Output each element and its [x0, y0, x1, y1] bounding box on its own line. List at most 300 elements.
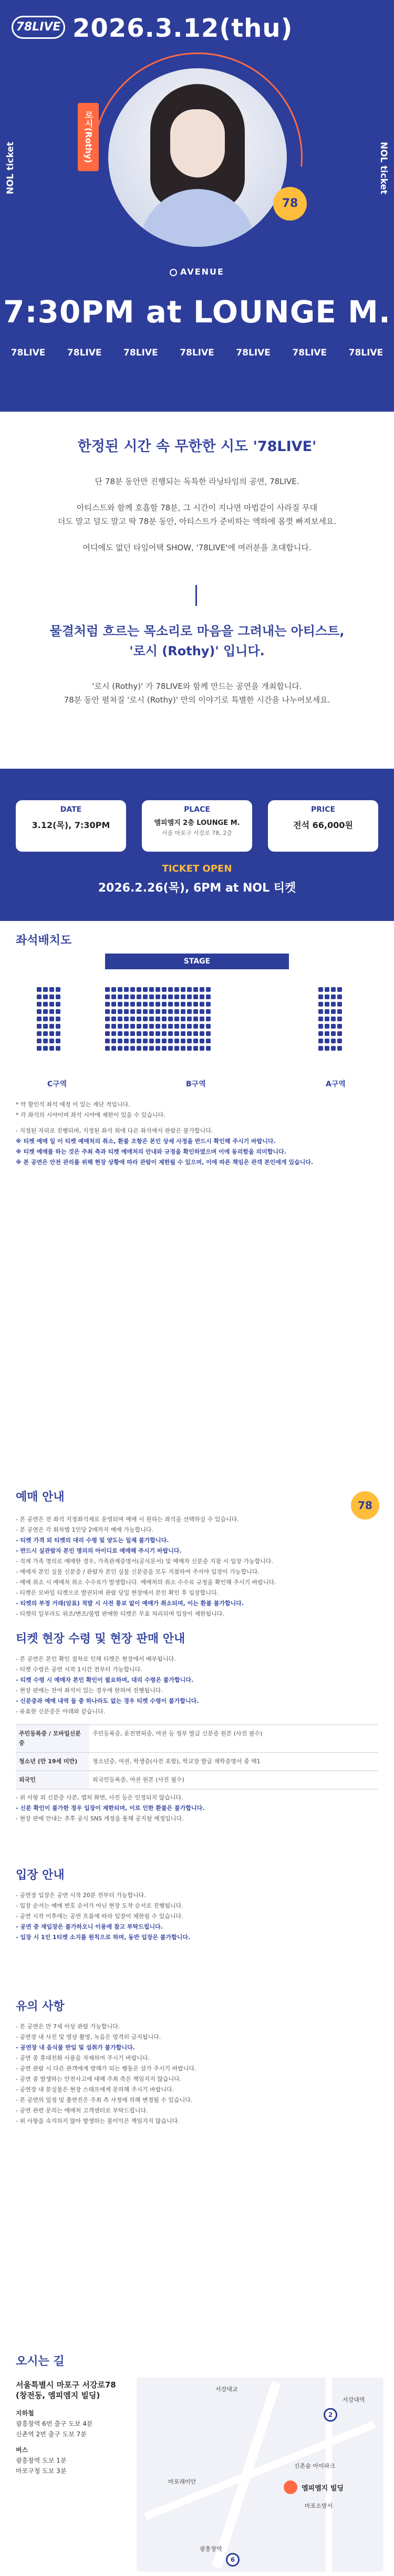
seat: [111, 1046, 116, 1051]
seat: [181, 1017, 185, 1021]
seat: [155, 1046, 160, 1051]
seat: [37, 1024, 42, 1029]
list-item: - 공연 중 휴대전화 사용을 자제하여 주시기 바랍니다.: [16, 2055, 150, 2061]
seat: [193, 1017, 198, 1021]
strip-item: 78LIVE: [348, 348, 383, 358]
list-item: - 공연 중 발생하는 안전사고에 대해 주최 측은 책임지지 않습니다.: [16, 2076, 182, 2082]
seat-map: [16, 977, 378, 1076]
seat: [118, 1046, 122, 1051]
id-type: 외국인: [16, 1771, 89, 1789]
date-box: [16, 800, 126, 852]
seat: [124, 987, 129, 992]
artist-headline: 물결처럼 흐르는 목소리로 마음을 그려내는 아티스트,: [49, 624, 345, 638]
list-item: - 현장 판매 안내는 추후 공식 SNS 계정을 통해 공지될 예정입니다.: [16, 1815, 184, 1822]
seat: [181, 1024, 185, 1029]
seat: [325, 1009, 329, 1014]
event-date: 2026.3.12(thu): [72, 14, 293, 43]
seat: [111, 1024, 116, 1029]
seat: [174, 1031, 179, 1036]
seat: [331, 1017, 336, 1021]
artist-headline: '로시 (Rothy)' 입니다.: [129, 644, 265, 658]
list-item: - 신분 확인이 불가한 경우 입장이 제한되며, 이로 인한 환불은 불가합니다.: [16, 1805, 205, 1811]
map-destination: 엠피엠지 빌딩: [302, 2485, 344, 2493]
seating-section: [0, 921, 394, 1467]
seat: [105, 1046, 110, 1051]
seat: [325, 1002, 329, 1007]
list-item: - 입장 시 1인 1티켓 소지를 원칙으로 하며, 동반 입장은 불가합니다.: [16, 1934, 191, 1941]
map[interactable]: [137, 2378, 383, 2572]
seat: [56, 1039, 60, 1043]
seat: [325, 1031, 329, 1036]
place-sub: 서울 마포구 서강로 78, 2층: [161, 830, 233, 836]
78-badge: 78: [273, 187, 307, 221]
stage-bar: STAGE: [105, 954, 289, 969]
road: [326, 2378, 332, 2572]
notice-title: 유의 사항: [16, 2000, 65, 2013]
list-item: - 공연 관련 문의는 예매처 고객센터로 부탁드립니다.: [16, 2107, 148, 2114]
seat: [43, 1017, 48, 1021]
seat: [181, 994, 185, 999]
subway-station-icon: 2: [324, 2408, 337, 2422]
seat: [111, 1002, 116, 1007]
hero-section: [0, 0, 394, 412]
intro-section: [0, 412, 394, 769]
seat: [187, 1031, 192, 1036]
seat: [325, 994, 329, 999]
intro-text: '로시 (Rothy)' 가 78LIVE와 함께 만드는 공연을 개최합니다.: [92, 682, 302, 691]
seat: [318, 1031, 323, 1036]
bus-head: 버스: [16, 2446, 28, 2454]
map-label: 서강대역: [343, 2396, 365, 2403]
side-label-left: NOL ticket: [5, 142, 16, 194]
seat: [37, 1002, 42, 1007]
subway-station-icon: 6: [226, 2553, 240, 2567]
seat: [337, 1039, 342, 1043]
seat: [137, 994, 141, 999]
78-badge: 78: [351, 1491, 379, 1520]
map-label: 광흥창역: [200, 2546, 222, 2552]
seat: [124, 1039, 129, 1043]
seat: [337, 987, 342, 992]
strip-item: 78LIVE: [236, 348, 271, 358]
map-label: 마포래미안: [168, 2478, 196, 2485]
seat: [206, 1024, 211, 1029]
seat: [174, 1024, 179, 1029]
seat: [325, 1024, 329, 1029]
intro-text: 아티스트와 함께 호흡할 78분, 그 시간이 지나면 마법같이 사라질 무대: [76, 503, 317, 512]
seat: [187, 1009, 192, 1014]
seat: [137, 1009, 141, 1014]
reserve-title: 예매 안내: [16, 1491, 65, 1504]
seat: [130, 1009, 135, 1014]
seat: [37, 994, 42, 999]
seat: [43, 1009, 48, 1014]
seat: [56, 987, 60, 992]
seat: [49, 1024, 54, 1029]
list-item: - 티켓 수령 시 예매자 본인 확인이 필요하며, 대리 수령은 불가합니다.: [16, 1677, 194, 1683]
intro-text: 78분 동안 펼쳐질 '로시 (Rothy)' 만의 이야기로 특별한 시간을 나누어보세요.: [64, 695, 330, 705]
seat: [325, 1039, 329, 1043]
seat: [43, 1024, 48, 1029]
seat: [318, 1009, 323, 1014]
list-item: - 본 공연은 각 회차별 1인당 2매까지 예매 가능합니다.: [16, 1526, 153, 1533]
seat: [118, 987, 122, 992]
seat: [331, 994, 336, 999]
artist-name-tag: 로시(Rothy): [78, 103, 99, 171]
list-item: - 공연 관람 시 다른 관객에게 방해가 되는 행동은 삼가 주시기 바랍니다.: [16, 2065, 196, 2072]
seat: [174, 1046, 179, 1051]
seat: [43, 1046, 48, 1051]
seat: [149, 987, 154, 992]
seat: [337, 1009, 342, 1014]
seat: [206, 1039, 211, 1043]
seat: [143, 987, 148, 992]
seat: [56, 994, 60, 999]
seat: [137, 1031, 141, 1036]
seat: [162, 1031, 167, 1036]
seat: [162, 1024, 167, 1029]
list-item: - 티켓 가격 외 티켓의 대리 수령 및 양도는 일체 불가합니다.: [16, 1537, 169, 1544]
brand-logo: [0, 267, 394, 277]
list-item: - 본 공연은 만 7세 이상 관람 가능합니다.: [16, 2023, 120, 2030]
list-item: - 티켓의 일부라도 위조/변조/불법 판매한 티켓은 무효 처리되며 입장이 제한됩니다.: [16, 1610, 225, 1617]
seat: [118, 1017, 122, 1021]
list-item: - 공연장 내 분실물은 현장 스태프에게 문의해 주시기 바랍니다.: [16, 2086, 174, 2093]
seat: [149, 1024, 154, 1029]
seat: [43, 994, 48, 999]
seat: [149, 994, 154, 999]
address-line: (창전동, 엠피엠지 빌딩): [16, 2391, 100, 2400]
seat: [318, 1024, 323, 1029]
seat: [162, 1046, 167, 1051]
seat: [174, 1002, 179, 1007]
place-value: 엠피엠지 2층 LOUNGE M.: [154, 819, 240, 827]
seat: [174, 1017, 179, 1021]
seat: [187, 994, 192, 999]
seat: [118, 1002, 122, 1007]
seat: [124, 1017, 129, 1021]
seat: [105, 1017, 110, 1021]
seat: [130, 1017, 135, 1021]
intro-text: 단 78분 동안만 진행되는 독특한 라닝타임의 공연, 78LIVE.: [95, 477, 299, 486]
seat: [149, 1009, 154, 1014]
intro-text: 어디에도 없던 타임어택 SHOW, '78LIVE'에 여러분을 초대합니다.: [82, 543, 312, 552]
bus-line: 광흥창역 도보 1분: [16, 2457, 67, 2464]
seat: [168, 1017, 173, 1021]
seat: [200, 1002, 204, 1007]
seat: [193, 1039, 198, 1043]
seat: [155, 1024, 160, 1029]
seat: [155, 1031, 160, 1036]
seat: [149, 1046, 154, 1051]
id-desc: 외국인등록증, 여권 원본 (사진 필수): [89, 1771, 378, 1789]
ticket-open-label: TICKET OPEN: [162, 863, 232, 874]
seat: [118, 994, 122, 999]
seat: [143, 1017, 148, 1021]
seat: [162, 1017, 167, 1021]
note: * 약 할인석 좌석 예정 이 있는 계단 적입니다.: [16, 1101, 130, 1108]
seat: [168, 1046, 173, 1051]
seat: [331, 987, 336, 992]
map-label: 마포소방서: [305, 2502, 333, 2509]
seat: [49, 987, 54, 992]
seat: [187, 1046, 192, 1051]
seat: [200, 1017, 204, 1021]
id-type: 청소년 (만 19세 미만): [16, 1753, 89, 1771]
pickup-title: 티켓 현장 수령 및 현장 판매 안내: [16, 1632, 185, 1646]
seat: [37, 1017, 42, 1021]
note: * 각 좌석의 시야이며 좌석 시야에 제한이 있을 수 있습니다.: [16, 1112, 165, 1118]
seat: [130, 994, 135, 999]
list-item: - 공연장 입장은 공연 시작 20분 전부터 가능합니다.: [16, 1892, 146, 1899]
seat: [193, 1009, 198, 1014]
seat: [325, 987, 329, 992]
seat: [143, 1002, 148, 1007]
seat: [143, 1046, 148, 1051]
seat: [331, 1039, 336, 1043]
list-item: - 직계 가족 명의로 예매한 경우, 가족관계증명서(공식문서) 및 예매자 신분증 지참 시 입장 가능합니다.: [16, 1558, 274, 1565]
seat: [162, 1039, 167, 1043]
seating-notes: [16, 1099, 378, 1168]
map-label: 서강대교: [215, 2386, 238, 2393]
seat: [49, 1039, 54, 1043]
seat: [318, 1039, 323, 1043]
seat: [168, 1039, 173, 1043]
seat: [181, 987, 185, 992]
seat: [193, 1002, 198, 1007]
strip-item: 78LIVE: [123, 348, 158, 358]
transit-head: 지하철: [16, 2410, 34, 2417]
seat: [162, 987, 167, 992]
seat: [124, 1002, 129, 1007]
list-item: - 본 공연의 일정 및 출연진은 주최 측 사정에 의해 변경될 수 있습니다.: [16, 2097, 193, 2103]
seat: [49, 1002, 54, 1007]
seat: [137, 1039, 141, 1043]
seat: [155, 1002, 160, 1007]
seat: [174, 1009, 179, 1014]
seat: [206, 1031, 211, 1036]
id-type: 주민등록증 / 모바일신분증: [16, 1725, 89, 1753]
seat: [187, 987, 192, 992]
list-item: - 공연장 내 음식물 반입 및 섭취가 불가합니다.: [16, 2044, 135, 2051]
seat: [168, 1002, 173, 1007]
seat: [124, 1024, 129, 1029]
seat: [111, 1039, 116, 1043]
seat: [193, 1046, 198, 1051]
price-label: PRICE: [310, 805, 336, 814]
seat: [181, 1039, 185, 1043]
seat: [130, 1031, 135, 1036]
list-item: - 유효한 신분증은 아래와 같습니다.: [16, 1708, 106, 1715]
table-row: [16, 1725, 378, 1753]
seat: [105, 987, 110, 992]
seat: [43, 1002, 48, 1007]
seat: [43, 987, 48, 992]
seat: [143, 1039, 148, 1043]
seat: [206, 1002, 211, 1007]
entry-list: [16, 1890, 378, 1943]
seat: [325, 1017, 329, 1021]
seat: [43, 1031, 48, 1036]
seat: [105, 1009, 110, 1014]
pickup-after-list: [16, 1793, 378, 1824]
location-pin-icon: [284, 2480, 297, 2494]
map-title: 오시는 길: [16, 2355, 65, 2368]
seat: [331, 1002, 336, 1007]
seat: [174, 987, 179, 992]
seat: [318, 1046, 323, 1051]
list-item: - 예매자 본인 실물 신분증 / 관람자 본인 실물 신분증을 모두 지참하여 주셔야 입장이 가능합니다.: [16, 1568, 260, 1575]
seat: [200, 1039, 204, 1043]
zone-c-label: C구역: [47, 1080, 67, 1088]
seat: [337, 1002, 342, 1007]
seat: [149, 1031, 154, 1036]
logo-strip: [0, 348, 394, 358]
side-label-right: NOL ticket: [378, 142, 389, 194]
ticket-info-band: [0, 769, 394, 921]
seat: [187, 1039, 192, 1043]
seat: [105, 994, 110, 999]
date-value: 3.12(목), 7:30PM: [32, 820, 110, 830]
seat: [49, 1046, 54, 1051]
transit-line: 신촌역 2번 출구 도보 7분: [16, 2431, 87, 2438]
place-box: [142, 800, 252, 852]
seat: [37, 1031, 42, 1036]
list-item: - 공연장 내 사진 및 영상 촬영, 녹음은 엄격히 금지됩니다.: [16, 2034, 161, 2040]
list-item: - 티켓은 모바일 티켓으로 발권되며 관람 당일 현장에서 본인 확인 후 입장합니다.: [16, 1589, 219, 1596]
list-item: - 티켓 수령은 공연 시작 1시간 전부터 가능합니다.: [16, 1666, 142, 1673]
strip-item: 78LIVE: [292, 348, 327, 358]
reserve-list: [16, 1514, 378, 1619]
seat: [56, 1024, 60, 1029]
seat: [118, 1039, 122, 1043]
list-item: - 위 사항을 숙지하지 않아 발생하는 불이익은 책임지지 않습니다.: [16, 2118, 180, 2124]
list-item: - 공연 중 재입장은 불가하오니 이용에 참고 부탁드립니다.: [16, 1923, 163, 1930]
intro-title: 한정된 시간 속 무한한 시도 '78LIVE': [77, 438, 317, 455]
seat: [325, 1046, 329, 1051]
seat: [56, 1017, 60, 1021]
address-line: 서울특별시 마포구 서강로78: [16, 2380, 116, 2390]
seat: [143, 994, 148, 999]
list-item: - 입장 순서는 예매 번호 순서가 아닌 현장 도착 순서로 진행됩니다.: [16, 1902, 183, 1909]
bus-line: 마포구청 도보 3분: [16, 2467, 67, 2475]
seat: [130, 1046, 135, 1051]
seat: [168, 1024, 173, 1029]
artist-photo: [108, 68, 287, 247]
seat: [56, 1009, 60, 1014]
78live-logo: 78LIVE: [12, 16, 65, 39]
seat: [149, 1017, 154, 1021]
seat: [206, 987, 211, 992]
seat: [37, 1039, 42, 1043]
list-item: - 티켓의 부정 거래(암표) 적발 시 사전 통보 없이 예매가 취소되며, 이는 환불 불가합니다.: [16, 1600, 244, 1607]
note: - 지정된 자리로 진행되며, 지정된 좌석 외에 다른 좌석에서 관람은 불가합니다.: [16, 1127, 213, 1134]
seat: [155, 1017, 160, 1021]
seat: [193, 987, 198, 992]
seat: [162, 1002, 167, 1007]
seat: [37, 987, 42, 992]
id-table: [16, 1724, 378, 1789]
brand-text: AVENUE: [180, 267, 224, 277]
notice-list: [16, 2022, 378, 2127]
seat: [130, 1024, 135, 1029]
seat: [200, 1046, 204, 1051]
seat: [118, 1031, 122, 1036]
seat: [174, 1039, 179, 1043]
seat: [124, 1009, 129, 1014]
seat: [111, 1017, 116, 1021]
seat: [49, 1031, 54, 1036]
list-item: - 위 사항 외 신분증 사본, 캡처 화면, 사진 등은 인정되지 않습니다.: [16, 1794, 183, 1801]
pickup-list: [16, 1654, 378, 1717]
ticket-open-date: 2026.2.26(목), 6PM at NOL 티켓: [98, 882, 296, 895]
seat: [49, 994, 54, 999]
seat: [155, 987, 160, 992]
entry-title: 입장 안내: [16, 1869, 65, 1882]
seat: [124, 1046, 129, 1051]
seat: [337, 1017, 342, 1021]
seat: [331, 1024, 336, 1029]
seat: [56, 1031, 60, 1036]
seat: [118, 1024, 122, 1029]
seat: [155, 1009, 160, 1014]
seat: [105, 1002, 110, 1007]
seat: [181, 1009, 185, 1014]
divider: [195, 585, 197, 606]
intro-text: 더도 말고 덜도 말고 딱 78분 동안, 아티스트가 준비하는 액하에 몸껏 빠져보세요.: [57, 517, 337, 526]
seat: [187, 1024, 192, 1029]
seat: [137, 1024, 141, 1029]
seat: [137, 1046, 141, 1051]
seat: [206, 994, 211, 999]
seat: [149, 1039, 154, 1043]
seat: [143, 1009, 148, 1014]
place-label: PLACE: [184, 805, 210, 814]
seat: [162, 1009, 167, 1014]
seat: [200, 1024, 204, 1029]
seat: [130, 987, 135, 992]
price-box: [268, 800, 378, 852]
seat: [318, 987, 323, 992]
seat: [111, 994, 116, 999]
seat: [331, 1031, 336, 1036]
list-item: - 본 공연은 전 좌석 지정좌석제로 운영되며 예매 시 원하는 좌석을 선택하실 수 있습니다.: [16, 1516, 239, 1523]
map-label: 신촌숲 아이파크: [294, 2463, 335, 2469]
seat: [187, 1002, 192, 1007]
seat: [149, 1002, 154, 1007]
seat: [206, 1017, 211, 1021]
seat: [137, 1002, 141, 1007]
zone-b-label: B구역: [186, 1080, 206, 1088]
seat: [162, 994, 167, 999]
seat: [331, 1046, 336, 1051]
seat: [56, 1046, 60, 1051]
transit-line: 광흥창역 6번 출구 도보 4분: [16, 2420, 93, 2427]
seat: [318, 994, 323, 999]
seat: [168, 994, 173, 999]
seat: [37, 1046, 42, 1051]
seat: [337, 1024, 342, 1029]
note: ※ 티켓 예매를 하는 것은 주최 측과 티켓 예매처의 안내와 규정을 확인하였으며 이에 동의함을 의미합니다.: [16, 1148, 286, 1155]
seat: [111, 1009, 116, 1014]
seat: [43, 1039, 48, 1043]
seat: [200, 1031, 204, 1036]
list-item: - 현장 판매는 잔여 좌석이 있는 경우에 한하여 진행됩니다.: [16, 1687, 163, 1694]
seat: [168, 1009, 173, 1014]
event-time-venue: 7:30PM at LOUNGE M.: [3, 294, 391, 330]
seat: [124, 994, 129, 999]
id-desc: 주민등록증, 운전면허증, 여권 등 정부 발급 신분증 원본 (사진 필수): [89, 1725, 378, 1753]
